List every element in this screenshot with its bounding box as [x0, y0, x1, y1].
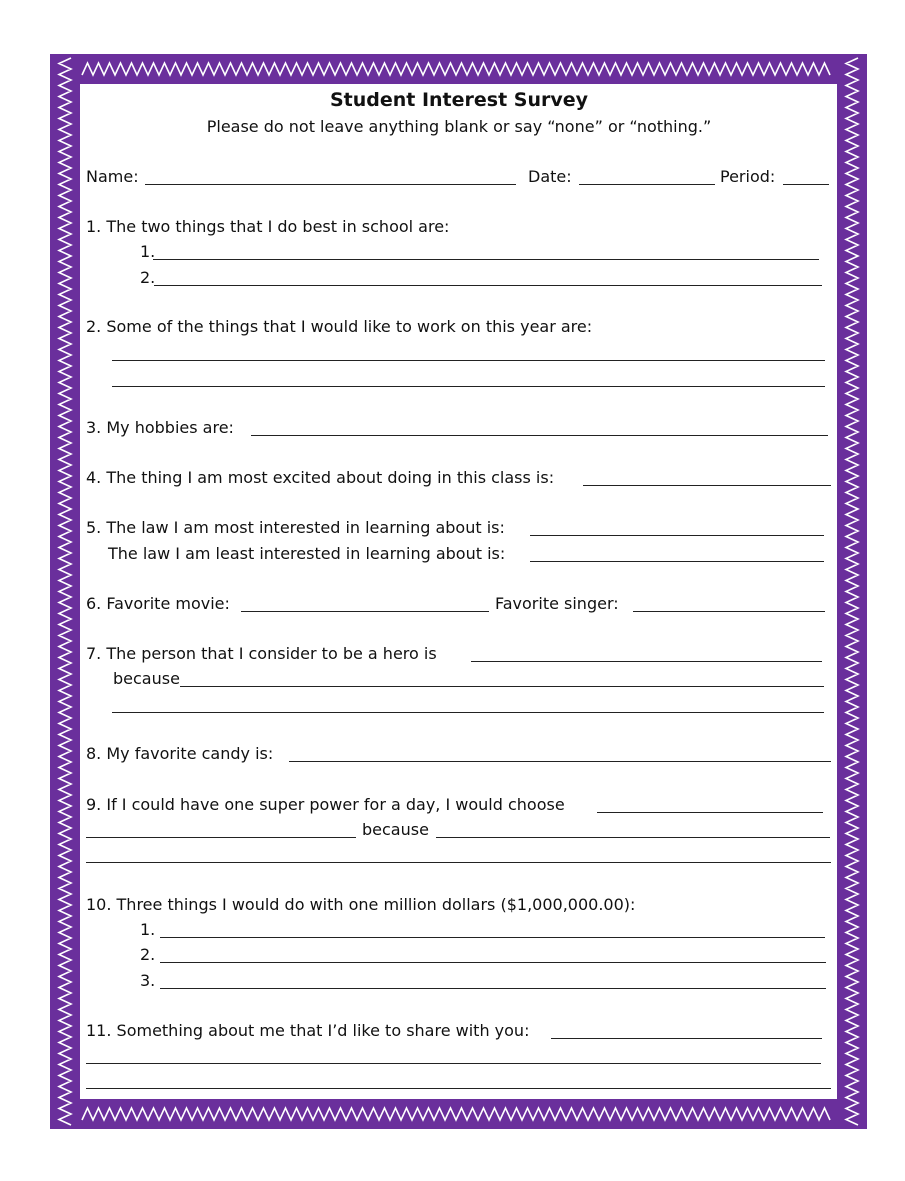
q7-because-label: because	[113, 669, 180, 688]
date-label: Date:	[528, 167, 572, 186]
date-field[interactable]	[579, 184, 715, 185]
question-4: 4. The thing I am most excited about doing in this class is:	[86, 468, 555, 487]
period-label: Period:	[720, 167, 776, 186]
q9-power-answer-line-2[interactable]	[86, 837, 356, 838]
page-subtitle: Please do not leave anything blank or say “none” or “nothing.”	[206, 117, 712, 136]
q9-because-line-2[interactable]	[86, 862, 831, 863]
q1-item-1-label: 1.	[140, 242, 156, 261]
q6-singer-answer-line[interactable]	[633, 611, 825, 612]
question-9: 9. If I could have one super power for a day, I would choose	[86, 795, 565, 814]
name-field[interactable]	[145, 184, 516, 185]
period-field[interactable]	[783, 184, 829, 185]
question-6-movie: 6. Favorite movie:	[86, 594, 230, 613]
q9-power-answer-line[interactable]	[597, 812, 823, 813]
q2-answer-line-2[interactable]	[112, 386, 825, 387]
question-5-most: 5. The law I am most interested in learning about is:	[86, 518, 505, 537]
q1-answer-1-line[interactable]	[153, 259, 819, 260]
q5-least-answer-line[interactable]	[530, 561, 824, 562]
q9-because-label: because	[362, 820, 429, 839]
q10-item-1-label: 1.	[140, 920, 156, 939]
page-title: Student Interest Survey	[329, 89, 589, 111]
question-6-singer: Favorite singer:	[495, 594, 619, 613]
q7-because-line-1[interactable]	[180, 686, 824, 687]
q9-because-line-1[interactable]	[436, 837, 830, 838]
q10-answer-1-line[interactable]	[160, 937, 825, 938]
q6-movie-answer-line[interactable]	[241, 611, 489, 612]
q7-hero-answer-line[interactable]	[471, 661, 822, 662]
q11-answer-line-3[interactable]	[86, 1088, 831, 1089]
q2-answer-line-1[interactable]	[112, 360, 825, 361]
question-11: 11. Something about me that I’d like to share with you:	[86, 1021, 530, 1040]
question-1: 1. The two things that I do best in school are:	[86, 217, 450, 236]
q11-answer-line-2[interactable]	[86, 1063, 821, 1064]
q8-answer-line[interactable]	[289, 761, 831, 762]
name-label: Name:	[86, 167, 139, 186]
q11-answer-line-1[interactable]	[551, 1038, 822, 1039]
q10-item-3-label: 3.	[140, 971, 156, 990]
question-10: 10. Three things I would do with one million dollars ($1,000,000.00):	[86, 895, 636, 914]
q4-answer-line[interactable]	[583, 485, 831, 486]
question-3: 3. My hobbies are:	[86, 418, 234, 437]
question-2: 2. Some of the things that I would like to work on this year are:	[86, 317, 593, 336]
q3-answer-line[interactable]	[251, 435, 828, 436]
question-5-least: The law I am least interested in learning about is:	[108, 544, 506, 563]
q10-answer-2-line[interactable]	[160, 962, 826, 963]
q1-answer-2-line[interactable]	[154, 285, 822, 286]
q7-because-line-2[interactable]	[112, 712, 824, 713]
q10-answer-3-line[interactable]	[160, 988, 826, 989]
q1-item-2-label: 2.	[140, 268, 156, 287]
question-8: 8. My favorite candy is:	[86, 744, 274, 763]
q5-most-answer-line[interactable]	[530, 535, 824, 536]
question-7: 7. The person that I consider to be a hero is	[86, 644, 437, 663]
q10-item-2-label: 2.	[140, 945, 156, 964]
